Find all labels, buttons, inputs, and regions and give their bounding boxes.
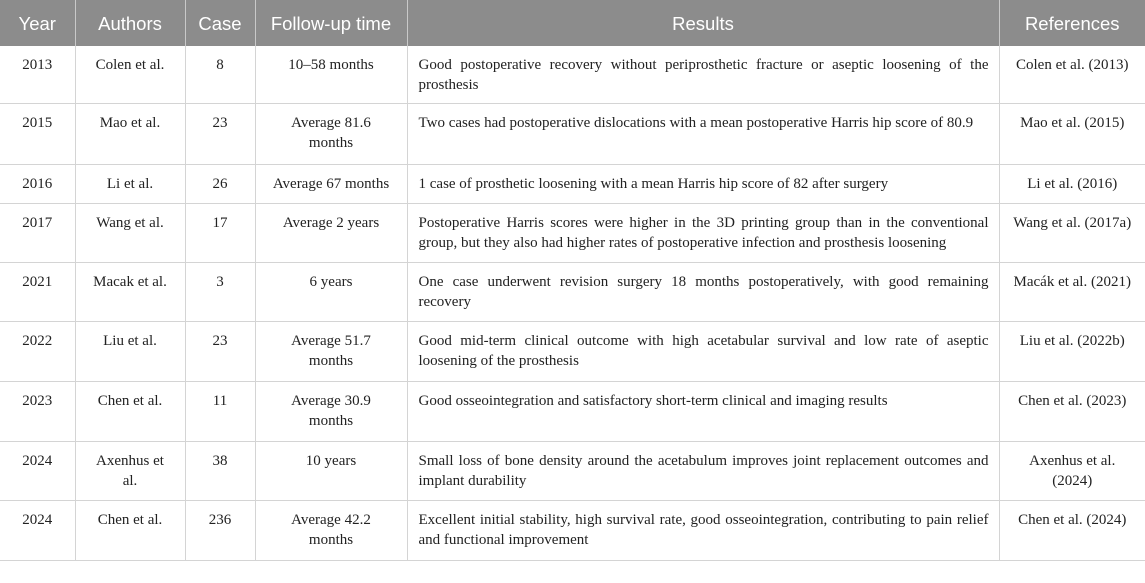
cell-case: 38 xyxy=(185,442,255,501)
cell-authors: Colen et al. xyxy=(75,46,185,104)
cell-case: 11 xyxy=(185,382,255,442)
cell-year: 2016 xyxy=(0,165,75,204)
cell-case: 236 xyxy=(185,501,255,561)
cell-followup: Average 30.9 months xyxy=(255,382,407,442)
cell-results: Good osseointegration and satisfactory short-term clinical and imaging results xyxy=(407,382,999,442)
cell-results: One case underwent revision surgery 18 months postoperatively, with good remaining recovery xyxy=(407,263,999,322)
table-row xyxy=(0,382,1145,442)
cell-authors: Wang et al. xyxy=(75,204,185,263)
cell-case: 23 xyxy=(185,322,255,382)
cell-authors: Macak et al. xyxy=(75,263,185,322)
cell-results: Postoperative Harris scores were higher in the 3D printing group than in the conventional group, but they also had higher rates of postoperative infection and prosthesis loosening xyxy=(407,204,999,263)
table-row xyxy=(0,104,1145,165)
cell-references: Axenhus et al. (2024) xyxy=(999,442,1145,501)
table-row xyxy=(0,46,1145,104)
cell-references: Macák et al. (2021) xyxy=(999,263,1145,322)
header-followup: Follow-up time xyxy=(255,0,407,46)
cell-year: 2024 xyxy=(0,442,75,501)
header-authors: Authors xyxy=(75,0,185,46)
cell-followup: 10–58 months xyxy=(255,46,407,104)
cell-followup: 10 years xyxy=(255,442,407,501)
table-row xyxy=(0,501,1145,561)
cell-followup: 6 years xyxy=(255,263,407,322)
cell-results: Excellent initial stability, high survival rate, good osseointegration, contributing to pain relief and functional improvement xyxy=(407,501,999,561)
cell-results: Small loss of bone density around the acetabulum improves joint replacement outcomes and implant durability xyxy=(407,442,999,501)
cell-results: Good postoperative recovery without periprosthetic fracture or aseptic loosening of the prosthesis xyxy=(407,46,999,104)
cell-authors: Chen et al. xyxy=(75,382,185,442)
cell-case: 23 xyxy=(185,104,255,165)
cell-year: 2015 xyxy=(0,104,75,165)
header-references: References xyxy=(999,0,1145,46)
header-case: Case xyxy=(185,0,255,46)
cell-case: 17 xyxy=(185,204,255,263)
cell-results: Good mid-term clinical outcome with high acetabular survival and low rate of aseptic loosening of the prosthesis xyxy=(407,322,999,382)
cell-followup: Average 42.2 months xyxy=(255,501,407,561)
cell-authors: Chen et al. xyxy=(75,501,185,561)
cell-references: Liu et al. (2022b) xyxy=(999,322,1145,382)
cell-year: 2021 xyxy=(0,263,75,322)
header-results: Results xyxy=(407,0,999,46)
header-row xyxy=(0,0,1145,46)
cell-references: Mao et al. (2015) xyxy=(999,104,1145,165)
header-year: Year xyxy=(0,0,75,46)
cell-authors: Liu et al. xyxy=(75,322,185,382)
cell-year: 2022 xyxy=(0,322,75,382)
table-row xyxy=(0,204,1145,263)
cell-year: 2024 xyxy=(0,501,75,561)
cell-followup: Average 2 years xyxy=(255,204,407,263)
cell-authors: Li et al. xyxy=(75,165,185,204)
table-row xyxy=(0,442,1145,501)
cell-followup: Average 81.6 months xyxy=(255,104,407,165)
cell-references: Colen et al. (2013) xyxy=(999,46,1145,104)
table-row xyxy=(0,263,1145,322)
cell-followup: Average 67 months xyxy=(255,165,407,204)
cell-references: Chen et al. (2024) xyxy=(999,501,1145,561)
cell-results: 1 case of prosthetic loosening with a mean Harris hip score of 82 after surgery xyxy=(407,165,999,204)
cell-followup: Average 51.7 months xyxy=(255,322,407,382)
table-row xyxy=(0,322,1145,382)
cell-case: 3 xyxy=(185,263,255,322)
cell-references: Chen et al. (2023) xyxy=(999,382,1145,442)
cell-results: Two cases had postoperative dislocations with a mean postoperative Harris hip score of 80.9 xyxy=(407,104,999,165)
table-row xyxy=(0,165,1145,204)
cell-case: 8 xyxy=(185,46,255,104)
cell-year: 2017 xyxy=(0,204,75,263)
cell-references: Wang et al. (2017a) xyxy=(999,204,1145,263)
cell-authors: Mao et al. xyxy=(75,104,185,165)
cell-year: 2013 xyxy=(0,46,75,104)
cell-references: Li et al. (2016) xyxy=(999,165,1145,204)
cell-year: 2023 xyxy=(0,382,75,442)
cell-authors: Axenhus et al. xyxy=(75,442,185,501)
cell-case: 26 xyxy=(185,165,255,204)
